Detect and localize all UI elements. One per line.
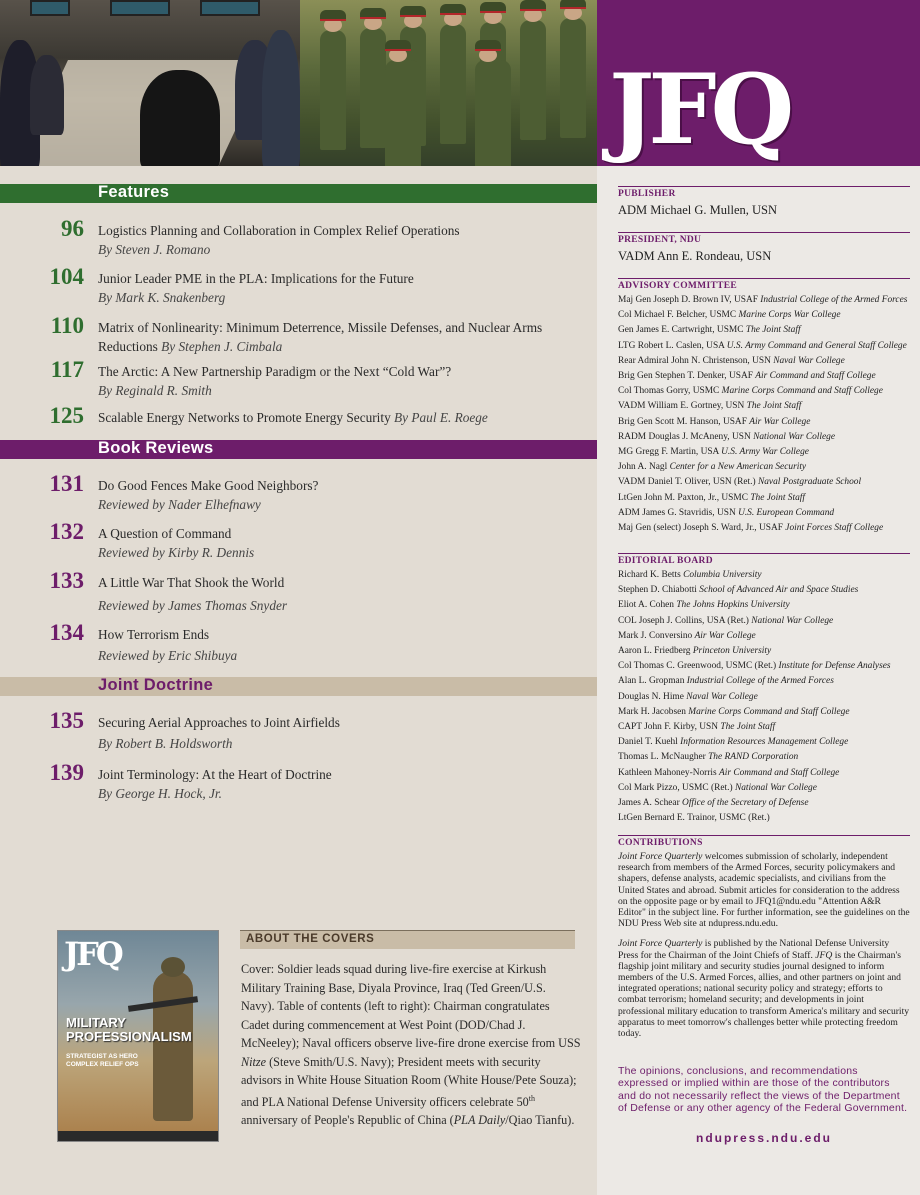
article-title: Scalable Energy Networks to Promote Energy Security By Paul E. Roege — [98, 410, 488, 425]
editorial-member: Richard K. Betts Columbia University — [618, 570, 762, 580]
editorial-label: EDITORIAL BOARD — [618, 556, 713, 566]
soldier-shape — [560, 18, 586, 138]
editorial-list — [618, 568, 910, 826]
article-title: Matrix of Nonlinearity: Minimum Deterrence, Missile Defenses, and Nuclear Arms Reductions By Stephen J. Cimbala — [98, 320, 543, 354]
soldier-shape — [320, 30, 346, 150]
editorial-member: Daniel T. Kuehl Information Resources Management College — [618, 737, 849, 748]
review-byline: Reviewed by Nader Elhefnawy — [98, 497, 261, 512]
advisory-member: Col Thomas Gorry, USMC Marine Corps Command and Staff College — [618, 386, 883, 397]
advisory-member: Brig Gen Stephen T. Denker, USAF Air Command and Staff College — [618, 371, 876, 382]
advisory-member: ADM James G. Stavridis, USN U.S. European Command — [618, 507, 835, 518]
article-title: The Arctic: A New Partnership Paradigm or the Next “Cold War”? By Reginald R. Smith — [98, 362, 588, 400]
website-link[interactable]: ndupress.ndu.edu — [695, 1131, 832, 1145]
contributions-label: CONTRIBUTIONS — [618, 838, 703, 848]
president-label: PRESIDENT, NDU — [618, 235, 702, 245]
publisher-block — [618, 186, 910, 218]
review-title: How Terrorism Ends Reviewed by Eric Shibuya — [98, 624, 588, 666]
page-number: 110 — [50, 313, 84, 338]
monitor-shape — [30, 0, 70, 16]
cover-soldier-shape — [153, 971, 193, 1121]
editorial-member: Col Thomas C. Greenwood, USMC (Ret.) Institute for Defense Analyses — [618, 661, 891, 672]
article-byline: By Stephen J. Cimbala — [161, 339, 283, 354]
advisory-member: VADM Daniel T. Oliver, USN (Ret.) Naval Postgraduate School — [618, 477, 862, 488]
editorial-member: Kathleen Mahoney-Norris Air Command and Staff College — [618, 767, 840, 778]
page-number: 135 — [49, 708, 84, 733]
contributions-text: Joint Force Quarterly welcomes submission of scholarly, independent research from members of the Armed Forces, security policymakers and shapers, defense analysts, academic specialists, and civilians from the United States and abroad. Submit articles for consideration to the address on the opposite page or by email to JFQ1@ndu.edu "Attention A&R Editor" in the subject line. For further information, see the guidelines on the NDU Press Web site at ndupress.ndu.edu. — [618, 851, 910, 930]
disclaimer-text: The opinions, conclusions, and recommendations expressed or implied within are those of the contributors and do not necessarily reflect the views of the Department of Defense or any other agency of the Federal Government. — [618, 1065, 908, 1114]
about-covers-header — [240, 930, 575, 949]
book-reviews-section-bar — [0, 440, 597, 459]
publisher-label: PUBLISHER — [618, 189, 676, 199]
soldier-shape — [520, 20, 546, 140]
advisory-member: Rear Admiral John N. Christenson, USN Naval War College — [618, 355, 845, 366]
publisher-name: ADM Michael G. Mullen, USN — [618, 203, 778, 217]
review-byline: Reviewed by James Thomas Snyder — [98, 598, 288, 613]
doctrine-byline: By Robert B. Holdsworth — [98, 736, 233, 751]
masthead-banner — [597, 0, 920, 166]
doctrine-byline: By George H. Hock, Jr. — [98, 786, 222, 801]
monitor-shape — [200, 0, 260, 16]
editorial-member: COL Joseph J. Collins, USA (Ret.) National War College — [618, 615, 834, 626]
advisory-member: John A. Nagl Center for a New American Security — [618, 462, 807, 473]
publication-statement: Joint Force Quarterly is published by the National Defense University Press for the Chairman of the Joint Chiefs of Staff. JFQ is the Chairman's flagship joint military and security studies journal designed to inform members of the U.S. Armed Forces, allies, and other partners on joint and integrated operations; national security policy and strategy; efforts to combat terrorism; homeland security; and developments in joint professional military education to transform America's military and security apparatus to meet tomorrow's challenges better while protecting freedom today. — [618, 938, 910, 1040]
cover-logo: JFQ — [64, 935, 121, 973]
features-heading: Features — [98, 183, 170, 201]
editorial-member: Douglas N. Hime Naval War College — [618, 691, 758, 702]
advisory-member: MG Gregg F. Martin, USA U.S. Army War College — [618, 447, 809, 458]
page-number: 133 — [49, 568, 84, 593]
editorial-member: Thomas L. McNaugher The RAND Corporation — [618, 752, 799, 763]
page-number: 96 — [61, 216, 84, 241]
advisory-member: RADM Douglas J. McAneny, USN National War College — [618, 431, 836, 442]
masthead-column — [597, 0, 920, 1195]
soldier-shape — [385, 60, 421, 166]
editorial-block — [618, 553, 910, 826]
book-reviews-heading: Book Reviews — [98, 439, 214, 457]
features-section-bar — [0, 184, 597, 203]
advisory-member: LtGen John M. Paxton, Jr., USMC The Joint Staff — [618, 492, 805, 503]
soldier-shape — [360, 28, 386, 148]
cover-footer-strip — [58, 1131, 219, 1141]
editorial-member: Mark H. Jacobsen Marine Corps Command and Staff College — [618, 706, 850, 717]
page-number: 117 — [50, 357, 84, 382]
cover-subtitle: STRATEGIST AS HERO COMPLEX RELIEF OPS — [66, 1053, 139, 1068]
advisory-member: Gen James E. Cartwright, USMC The Joint Staff — [618, 325, 801, 336]
jfq-logo: JFQ — [609, 53, 789, 166]
advisory-member: LTG Robert L. Caslen, USA U.S. Army Command and General Staff College — [618, 340, 907, 351]
doctrine-title: Joint Terminology: At the Heart of Doctrine By George H. Hock, Jr. — [98, 765, 588, 803]
advisory-block — [618, 278, 910, 536]
editorial-member: Stephen D. Chiabotti School of Advanced Air and Space Studies — [618, 585, 859, 596]
editorial-member: Col Mark Pizzo, USMC (Ret.) National War College — [618, 782, 817, 793]
advisory-list — [618, 293, 910, 536]
soldier-shape — [475, 60, 511, 166]
person-shape — [30, 55, 64, 135]
advisory-member: Brig Gen Scott M. Hanson, USAF Air War College — [618, 416, 811, 427]
article-title: Logistics Planning and Collaboration in Complex Relief Operations By Steven J. Romano — [98, 221, 588, 259]
review-byline: Reviewed by Eric Shibuya — [98, 648, 238, 663]
contributions-block — [618, 835, 910, 1039]
president-block — [618, 232, 910, 264]
editorial-member: Eliot A. Cohen The Johns Hopkins University — [618, 600, 790, 611]
person-shape — [140, 70, 220, 166]
page-number: 125 — [49, 403, 84, 428]
cover-thumbnail — [57, 930, 219, 1142]
meeting-photo — [0, 0, 300, 166]
parade-photo — [300, 0, 597, 166]
page-number: 134 — [49, 620, 84, 645]
doctrine-title: Securing Aerial Approaches to Joint Airfields By Robert B. Holdsworth — [98, 712, 588, 754]
editorial-member: James A. Schear Office of the Secretary of Defense — [618, 798, 809, 809]
article-byline: By Reginald R. Smith — [98, 383, 212, 398]
editorial-member: CAPT John F. Kirby, USN The Joint Staff — [618, 722, 776, 733]
page-number: 139 — [49, 760, 84, 785]
cover-title: MILITARY PROFESSIONALISM — [66, 1015, 192, 1044]
person-shape — [262, 30, 300, 166]
editorial-member: Alan L. Gropman Industrial College of the Armed Forces — [618, 676, 834, 687]
article-title: Junior Leader PME in the PLA: Implications for the Future By Mark K. Snakenberg — [98, 269, 588, 307]
page-number: 104 — [49, 264, 84, 289]
page-number: 131 — [49, 471, 84, 496]
about-covers-text: Cover: Soldier leads squad during live-fire exercise at Kirkush Military Training Base, Diyala Province, Iraq (Ted Green/U.S. Navy). Table of contents (left to right): Chairman congratulates Cadet during commencement at West Point (DOD/Chad J. McNeeley); Naval officers observe live-fire drone exercise from USS Nitze (Steve Smith/U.S. Navy); President meets with security advisors in White House Situation Room (White House/Pete Souza); and PLA National Defense University officers celebrate 50th anniversary of People's Republic of China (PLA Daily/Qiao Tianfu). — [241, 962, 581, 1128]
advisory-member: Maj Gen (select) Joseph S. Ward, Jr., USAF Joint Forces Staff College — [618, 523, 884, 534]
advisory-label: ADVISORY COMMITTEE — [618, 281, 737, 291]
advisory-member: Maj Gen Joseph D. Brown IV, USAF Industrial College of the Armed Forces — [618, 295, 908, 305]
review-title: A Question of Command Reviewed by Kirby R. Dennis — [98, 524, 588, 562]
review-title: A Little War That Shook the World Reviewed by James Thomas Snyder — [98, 571, 588, 617]
monitor-shape — [110, 0, 170, 16]
article-byline: By Steven J. Romano — [98, 242, 211, 257]
joint-doctrine-section-bar — [0, 677, 597, 696]
advisory-member: VADM William E. Gortney, USN The Joint Staff — [618, 401, 802, 412]
article-byline: By Paul E. Roege — [394, 410, 488, 425]
soldier-shape — [440, 24, 466, 144]
editorial-member: Mark J. Conversino Air War College — [618, 630, 756, 641]
joint-doctrine-heading: Joint Doctrine — [98, 676, 214, 694]
review-title: Do Good Fences Make Good Neighbors? Reviewed by Nader Elhefnawy — [98, 476, 588, 514]
president-name: VADM Ann E. Rondeau, USN — [618, 249, 772, 263]
editorial-member: Aaron L. Friedberg Princeton University — [618, 646, 772, 657]
about-covers-heading: ABOUT THE COVERS — [246, 933, 375, 945]
review-byline: Reviewed by Kirby R. Dennis — [98, 545, 255, 560]
advisory-member: Col Michael F. Belcher, USMC Marine Corps War College — [618, 310, 841, 321]
editorial-member: LtGen Bernard E. Trainor, USMC (Ret.) — [618, 813, 770, 824]
page-number: 132 — [49, 519, 84, 544]
article-byline: By Mark K. Snakenberg — [98, 290, 226, 305]
